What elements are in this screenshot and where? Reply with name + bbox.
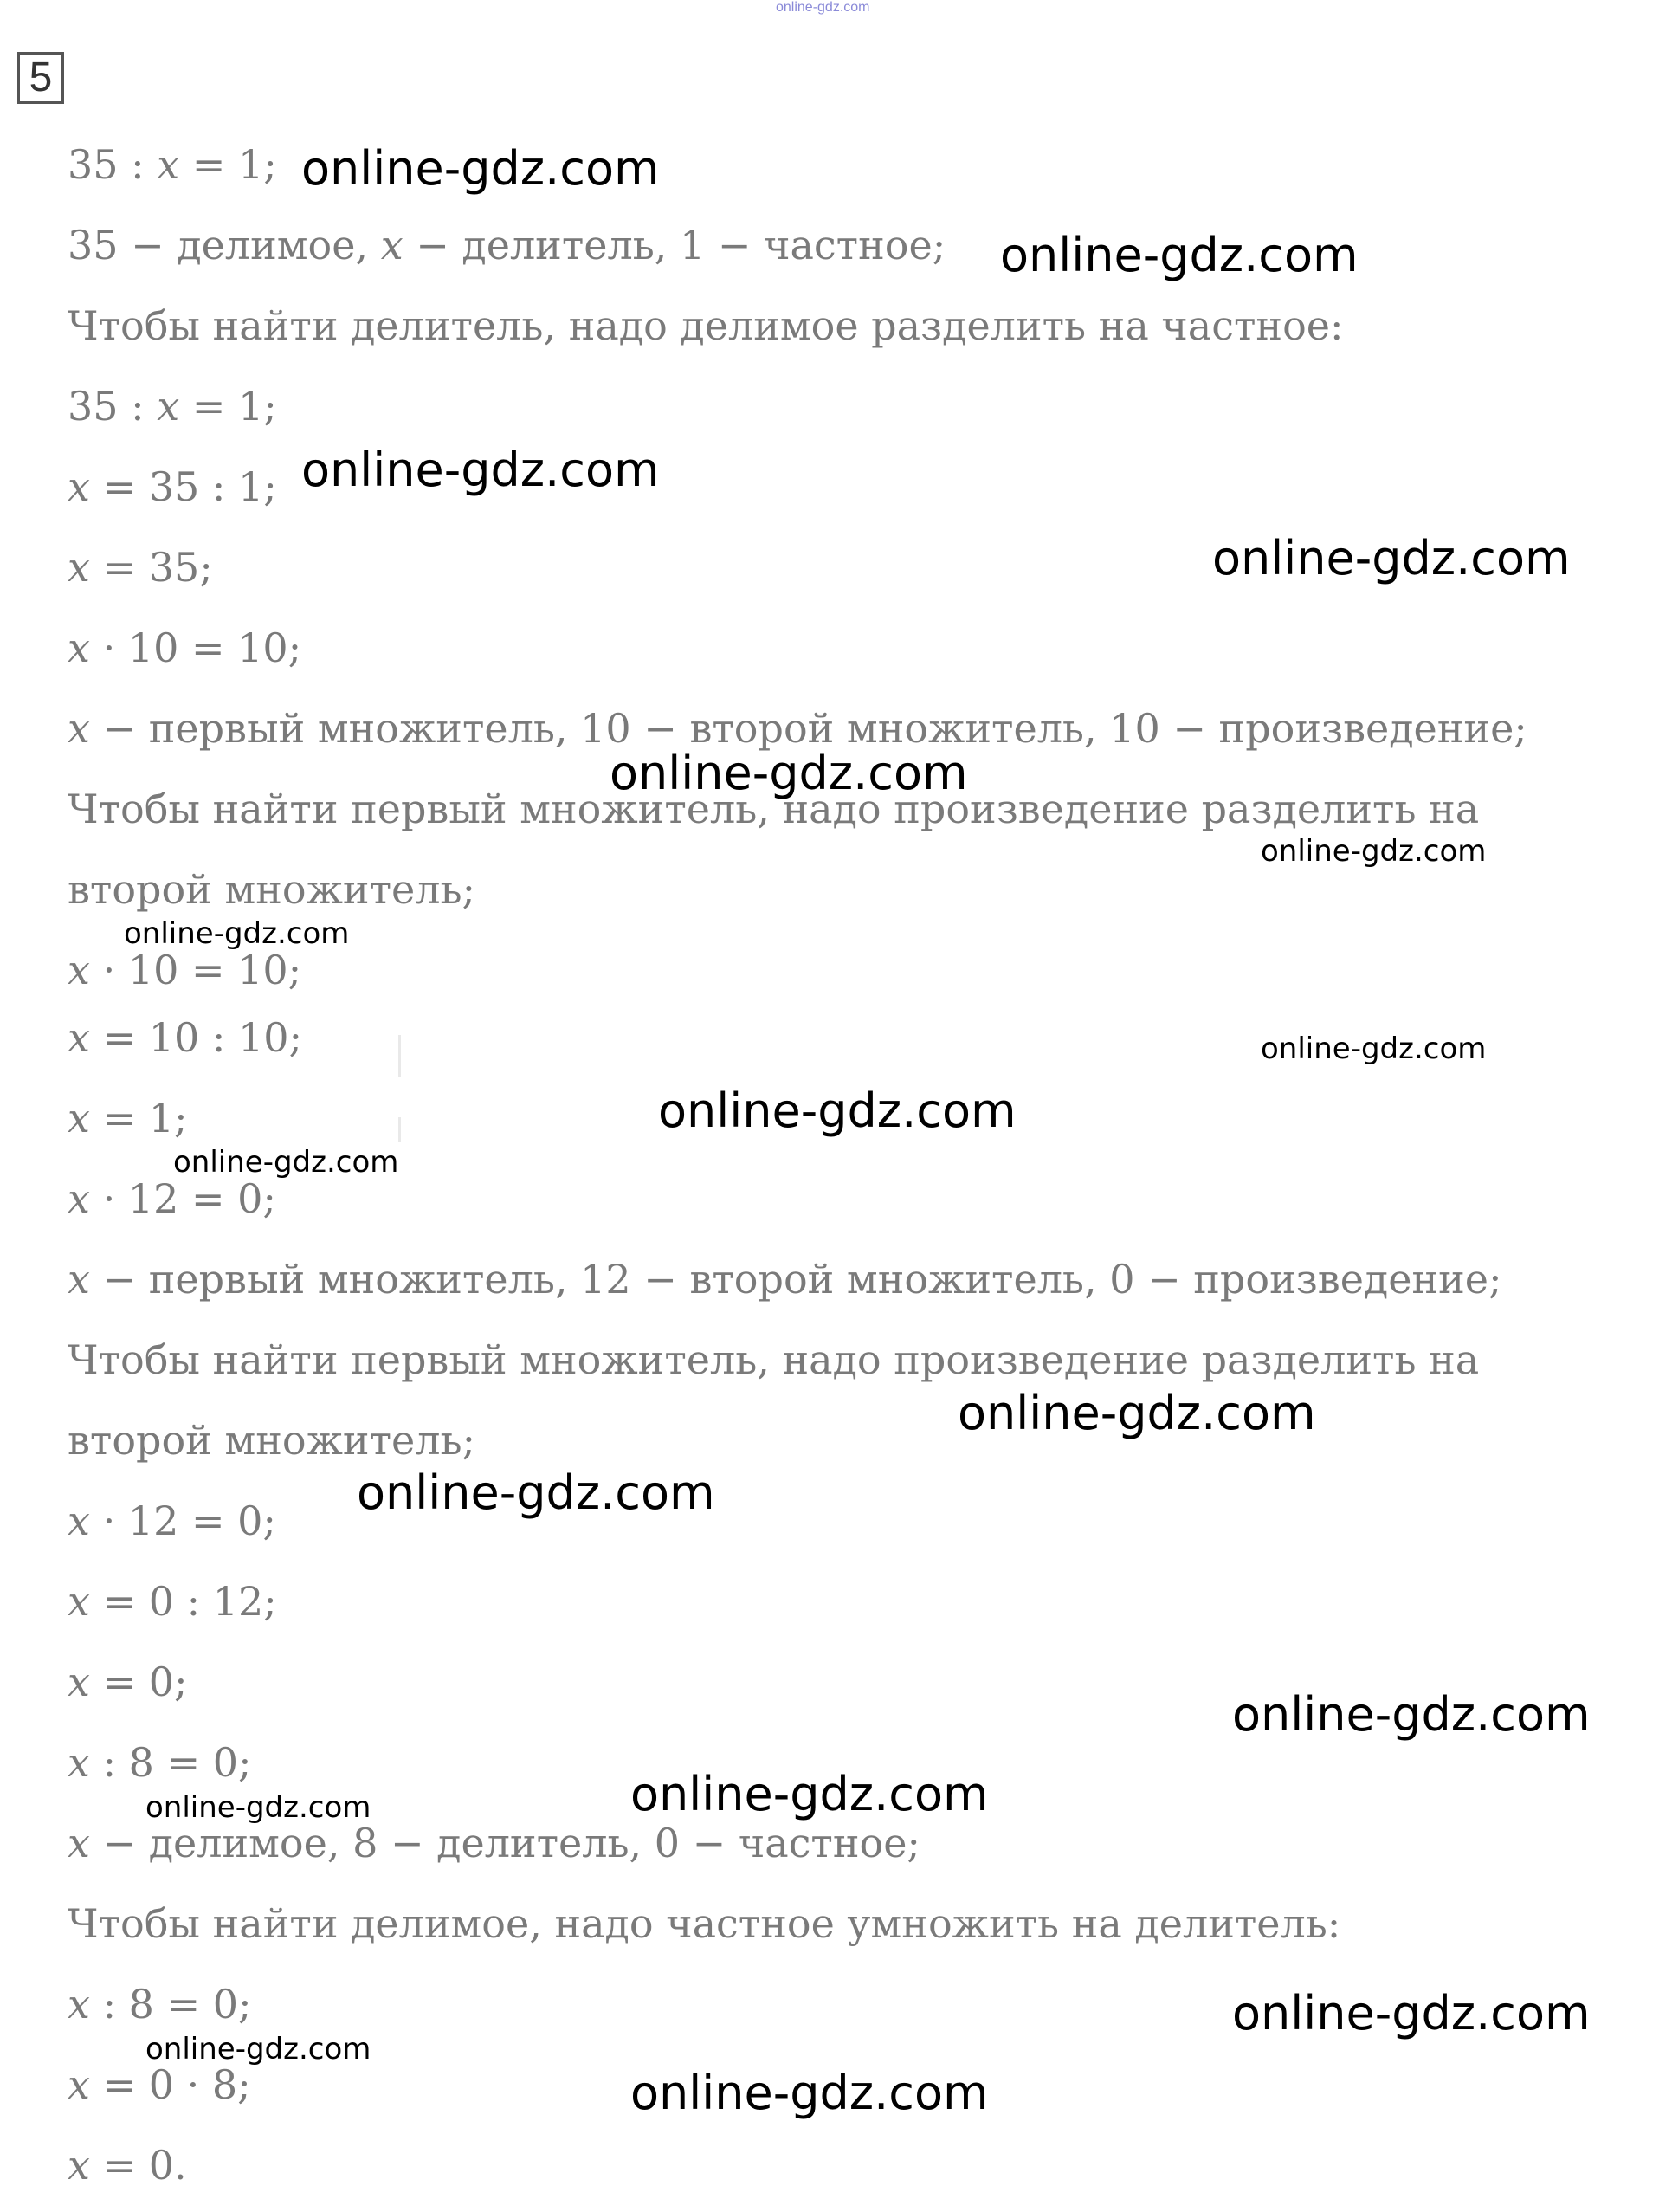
- watermark: online-gdz.com: [1000, 228, 1359, 282]
- solution-line: 𝑥 : 8 = 0;: [68, 1739, 252, 1786]
- watermark: online-gdz.com: [173, 1145, 399, 1180]
- watermark: online-gdz.com: [301, 443, 660, 497]
- watermark: online-gdz.com: [145, 1790, 371, 1825]
- watermark: online-gdz.com: [124, 916, 350, 951]
- solution-line: 𝑥 = 10 : 10;: [68, 1014, 303, 1061]
- solution-line: 35 : 𝑥 = 1;: [68, 141, 277, 188]
- top-watermark: online-gdz.com: [776, 0, 870, 15]
- solution-line: 𝑥 = 35 : 1;: [68, 463, 277, 510]
- solution-line: 𝑥 · 12 = 0;: [68, 1497, 276, 1544]
- watermark: online-gdz.com: [301, 141, 660, 196]
- scan-artifact: [398, 1117, 401, 1142]
- watermark: online-gdz.com: [958, 1386, 1316, 1440]
- task-number-box: [17, 52, 64, 104]
- solution-line: второй множитель;: [68, 1417, 476, 1464]
- watermark: online-gdz.com: [1212, 531, 1571, 585]
- solution-line: 𝑥 − делимое, 8 − делитель, 0 − частное;: [68, 1820, 920, 1866]
- solution-line: 𝑥 = 0.: [68, 2142, 187, 2189]
- solution-line: 𝑥 · 12 = 0;: [68, 1175, 276, 1222]
- solution-line: Чтобы найти первый множитель, надо произведение разделить на: [68, 786, 1480, 832]
- solution-line: 𝑥 = 1;: [68, 1095, 188, 1142]
- solution-line: Чтобы найти делитель, надо делимое разделить на частное:: [68, 302, 1344, 349]
- watermark: online-gdz.com: [1261, 834, 1487, 869]
- solution-line: 𝑥 − первый множитель, 12 − второй множитель, 0 − произведение;: [68, 1256, 1502, 1303]
- solution-line: 𝑥 · 10 = 10;: [68, 624, 302, 671]
- solution-line: 𝑥 : 8 = 0;: [68, 1981, 252, 2028]
- solution-line: 𝑥 · 10 = 10;: [68, 947, 302, 993]
- watermark: online-gdz.com: [145, 2032, 371, 2066]
- watermark: online-gdz.com: [610, 746, 968, 800]
- watermark: online-gdz.com: [658, 1083, 1017, 1138]
- solution-line: 𝑥 = 0;: [68, 1659, 188, 1705]
- watermark: online-gdz.com: [1232, 1986, 1591, 2041]
- solution-line: 𝑥 − первый множитель, 10 − второй множитель, 10 − произведение;: [68, 705, 1527, 752]
- watermark: online-gdz.com: [1232, 1687, 1591, 1742]
- solution-line: 35 − делимое, 𝑥 − делитель, 1 − частное;: [68, 222, 946, 268]
- solution-line: Чтобы найти первый множитель, надо произведение разделить на: [68, 1336, 1480, 1383]
- watermark: online-gdz.com: [630, 2066, 989, 2120]
- watermark: online-gdz.com: [630, 1767, 989, 1821]
- watermark: online-gdz.com: [1261, 1032, 1487, 1066]
- solution-line: 𝑥 = 0 : 12;: [68, 1578, 277, 1625]
- solution-line: 𝑥 = 35;: [68, 544, 213, 591]
- solution-line: второй множитель;: [68, 866, 476, 913]
- task-number: 5: [29, 55, 53, 100]
- solution-line: 𝑥 = 0 · 8;: [68, 2061, 251, 2108]
- solution-line: 35 : 𝑥 = 1;: [68, 383, 277, 430]
- watermark: online-gdz.com: [357, 1465, 715, 1520]
- solution-line: Чтобы найти делимое, надо частное умножить на делитель:: [68, 1900, 1341, 1947]
- scan-artifact: [398, 1035, 401, 1077]
